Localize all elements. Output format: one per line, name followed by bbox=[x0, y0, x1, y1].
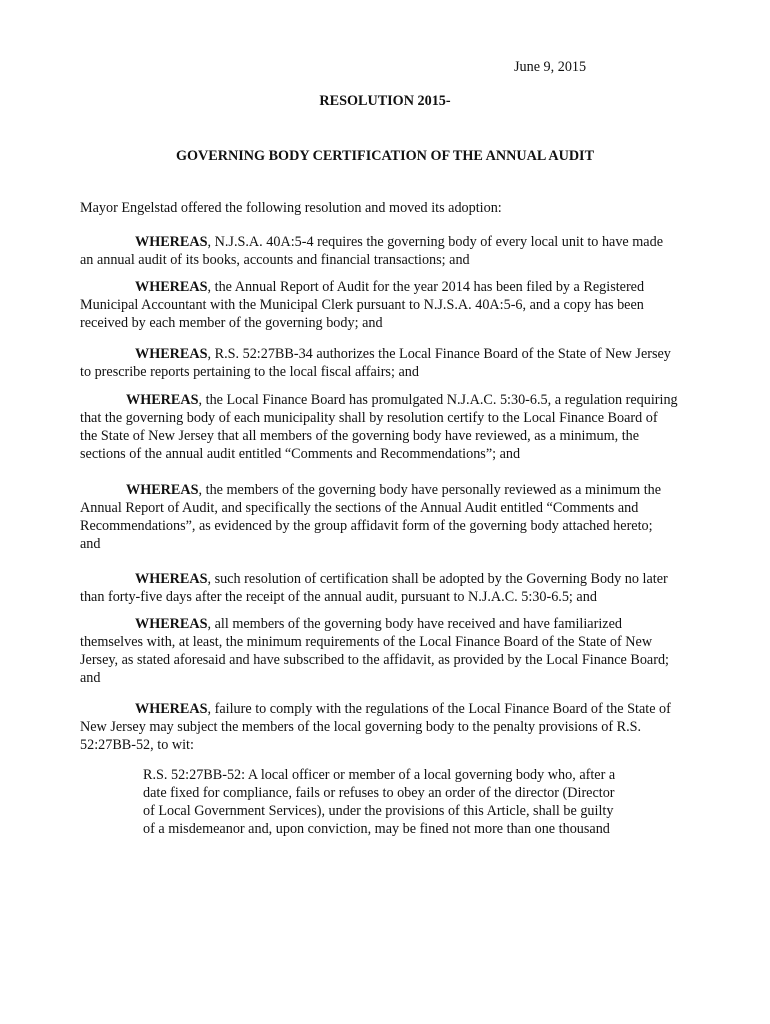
whereas-label: WHEREAS bbox=[135, 234, 208, 250]
paragraph-line: the State of New Jersey that all members of the governing body have reviewed, as a minimum, the bbox=[80, 428, 640, 444]
quote-line: R.S. 52:27BB-52: A local officer or member of a local governing body who, after a bbox=[143, 767, 616, 783]
whereas-label: WHEREAS bbox=[135, 346, 208, 362]
intro-paragraph: Mayor Engelstad offered the following resolution and moved its adoption: bbox=[80, 200, 502, 216]
document-title: GOVERNING BODY CERTIFICATION OF THE ANNUAL AUDIT bbox=[175, 148, 595, 164]
whereas-paragraph-5 bbox=[80, 481, 720, 553]
whereas-label: WHEREAS bbox=[126, 482, 199, 498]
paragraph-line: Municipal Accountant with the Municipal Clerk pursuant to N.J.S.A. 40A:5-6, and a copy has been bbox=[80, 297, 644, 313]
whereas-paragraph-1 bbox=[80, 233, 720, 269]
quote-line: date fixed for compliance, fails or refuses to obey an order of the director (Director bbox=[143, 785, 615, 801]
paragraph-line: and bbox=[80, 536, 101, 552]
paragraph-line: themselves with, at least, the minimum requirements of the Local Finance Board of the State of New bbox=[80, 634, 653, 650]
paragraph-line: , the members of the governing body have personally reviewed as a minimum the bbox=[198, 482, 662, 498]
paragraph-line: Recommendations”, as evidenced by the group affidavit form of the governing body attached hereto; bbox=[80, 518, 653, 534]
whereas-label: WHEREAS bbox=[135, 571, 208, 587]
paragraph-line: , the Local Finance Board has promulgated N.J.A.C. 5:30-6.5, a regulation requiring bbox=[198, 392, 678, 408]
document-date: June 9, 2015 bbox=[514, 59, 587, 75]
whereas-paragraph-8 bbox=[80, 700, 720, 754]
paragraph-line: than forty-five days after the receipt of the annual audit, pursuant to N.J.A.C. 5:30-6.5; and bbox=[80, 589, 597, 605]
paragraph-line: and bbox=[80, 670, 101, 686]
paragraph-line: Annual Report of Audit, and specifically the sections of the Annual Audit entitled “Comments and bbox=[80, 500, 639, 516]
paragraph-line: New Jersey may subject the members of the local governing body to the penalty provisions of R.S. bbox=[80, 719, 642, 735]
statute-quote bbox=[143, 766, 663, 838]
whereas-label: WHEREAS bbox=[135, 279, 208, 295]
resolution-title: RESOLUTION 2015- bbox=[319, 93, 451, 109]
quote-line: of a misdemeanor and, upon conviction, may be fined not more than one thousand bbox=[143, 821, 610, 837]
paragraph-line: , the Annual Report of Audit for the year 2014 has been filed by a Registered bbox=[207, 279, 645, 295]
paragraph-line: , failure to comply with the regulations of the Local Finance Board of the State of bbox=[207, 701, 671, 717]
paragraph-line: Jersey, as stated aforesaid and have subscribed to the affidavit, as provided by the Local Finance Board; bbox=[80, 652, 669, 668]
whereas-paragraph-2 bbox=[80, 278, 720, 332]
whereas-paragraph-6 bbox=[80, 570, 720, 606]
paragraph-line: 52:27BB-52, to wit: bbox=[80, 737, 194, 753]
whereas-paragraph-4 bbox=[80, 391, 720, 463]
paragraph-line: to prescribe reports pertaining to the local fiscal affairs; and bbox=[80, 364, 419, 380]
paragraph-line: , N.J.S.A. 40A:5-4 requires the governing body of every local unit to have made bbox=[207, 234, 663, 250]
paragraph-line: , R.S. 52:27BB-34 authorizes the Local Finance Board of the State of New Jersey bbox=[207, 346, 671, 362]
paragraph-line: sections of the annual audit entitled “Comments and Recommendations”; and bbox=[80, 446, 521, 462]
whereas-label: WHEREAS bbox=[126, 392, 199, 408]
quote-line: of Local Government Services), under the provisions of this Article, shall be guilty bbox=[143, 803, 614, 819]
whereas-paragraph-7 bbox=[80, 615, 720, 687]
paragraph-line: , all members of the governing body have received and have familiarized bbox=[207, 616, 622, 632]
paragraph-line: an annual audit of its books, accounts and financial transactions; and bbox=[80, 252, 470, 268]
paragraph-line: , such resolution of certification shall be adopted by the Governing Body no later bbox=[207, 571, 668, 587]
whereas-paragraph-3 bbox=[80, 345, 720, 381]
whereas-label: WHEREAS bbox=[135, 701, 208, 717]
whereas-label: WHEREAS bbox=[135, 616, 208, 632]
paragraph-line: that the governing body of each municipality shall by resolution certify to the Local Finance Board of bbox=[80, 410, 658, 426]
paragraph-line: received by each member of the governing body; and bbox=[80, 315, 383, 331]
